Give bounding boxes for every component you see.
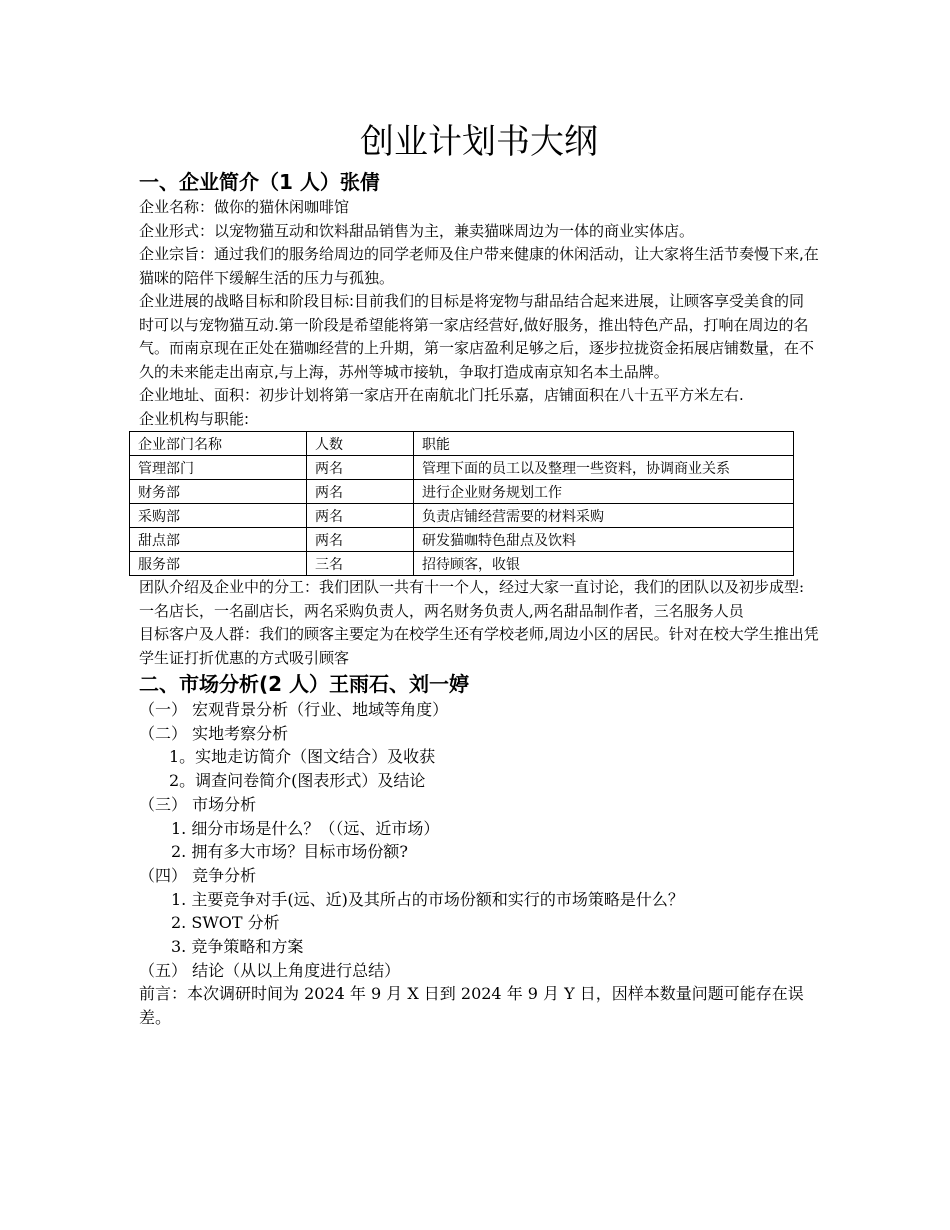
table-cell: 两名 (307, 480, 414, 504)
table-cell: 服务部 (130, 552, 307, 576)
section-1-heading: 一、企业简介（1 人）张倩 (139, 170, 380, 194)
outline-item: （四） 竞争分析 (139, 865, 257, 885)
outline-subitem: 1. 主要竞争对手(远、近)及其所占的市场份额和实行的市场策略是什么？ (171, 889, 684, 909)
company-strategy: 企业进展的战略目标和阶段目标:目前我们的目标是将宠物与甜品结合起来进展，让顾客享受美食的同时可以与宠物猫互动.第一阶段是希望能将第一家店经营好,做好服务，推出特色产品，打响在周边的名气。而南京现在正处在猫咖经营的上升期，第一家店盈利足够之后，逐步拉拢资金拓展店铺数量，在不久的未来能走出南京,与上海，苏州等城市接轨，争取打造成南京知名本土品牌。 (139, 292, 815, 381)
table-row (130, 528, 794, 552)
org-table (129, 431, 794, 576)
preface: 前言：本次调研时间为 2024 年 9 月 X 日到 2024 年 9 月 Y 日，因样本数量问题可能存在误差。 (139, 984, 804, 1028)
outline-item: （二） 实地考察分析 (139, 723, 289, 743)
company-structure-label: 企业机构与职能: (139, 409, 250, 428)
table-cell: 招待顾客，收银 (414, 552, 794, 576)
table-cell: 管理部门 (130, 456, 307, 480)
table-cell: 采购部 (130, 504, 307, 528)
outline-subitem: 2。调查问卷简介(图表形式）及结论 (169, 771, 426, 791)
table-header: 人数 (307, 432, 414, 456)
section-2-heading: 二、市场分析(2 人）王雨石、刘一婷 (139, 672, 470, 696)
table-cell: 财务部 (130, 480, 307, 504)
table-cell: 管理下面的员工以及整理一些资料，协调商业关系 (414, 456, 794, 480)
company-name: 企业名称：做你的猫休闲咖啡馆 (139, 198, 350, 216)
table-header: 企业部门名称 (130, 432, 307, 456)
table-row (130, 552, 794, 576)
table-cell: 进行企业财务规划工作 (414, 480, 794, 504)
outline-subitem: 1. 细分市场是什么？（（远、近市场） (171, 818, 440, 838)
table-header-row (130, 432, 794, 456)
target-customers: 目标客户及人群：我们的顾客主要定为在校学生还有学校老师,周边小区的居民。针对在校大学生推出凭学生证打折优惠的方式吸引顾客 (139, 625, 819, 667)
table-header: 职能 (414, 432, 794, 456)
outline-item: （五） 结论（从以上角度进行总结） (139, 960, 401, 980)
table-row (130, 480, 794, 504)
table-row (130, 504, 794, 528)
table-cell: 负责店铺经营需要的材料采购 (414, 504, 794, 528)
team-intro: 团队介绍及企业中的分工：我们团队一共有十一个人，经过大家一直讨论，我们的团队以及初步成型:一名店长，一名副店长，两名采购负责人，两名财务负责人,两名甜品制作者，三名服务人员 (139, 578, 805, 620)
table-cell: 研发猫咖特色甜点及饮料 (414, 528, 794, 552)
table-cell: 三名 (307, 552, 414, 576)
document-title: 创业计划书大纲 (360, 122, 598, 162)
outline-subitem: 2. SWOT 分析 (171, 913, 280, 933)
outline-item: （三） 市场分析 (139, 794, 257, 814)
table-cell: 两名 (307, 504, 414, 528)
table-cell: 两名 (307, 528, 414, 552)
table-cell: 甜点部 (130, 528, 307, 552)
table-row (130, 456, 794, 480)
company-mission: 企业宗旨：通过我们的服务给周边的同学老师及住户带来健康的休闲活动，让大家将生活节奏慢下来,在猫咪的陪伴下缓解生活的压力与孤独。 (139, 245, 819, 287)
company-form: 企业形式：以宠物猫互动和饮料甜品销售为主，兼卖猫咪周边为一体的商业实体店。 (139, 221, 695, 240)
outline-item: （一） 宏观背景分析（行业、地域等角度） (139, 700, 449, 719)
outline-subitem: 2. 拥有多大市场？目标市场份额? (171, 842, 408, 862)
company-address: 企业地址、面积：初步计划将第一家店开在南航北门托乐嘉，店铺面积在八十五平方米左右. (139, 386, 744, 404)
table-cell: 两名 (307, 456, 414, 480)
market-analysis-outline (139, 698, 819, 1030)
document-content (139, 118, 819, 1030)
outline-subitem: 1。实地走访简介（图文结合）及收获 (169, 747, 436, 767)
outline-subitem: 3. 竞争策略和方案 (171, 937, 304, 957)
